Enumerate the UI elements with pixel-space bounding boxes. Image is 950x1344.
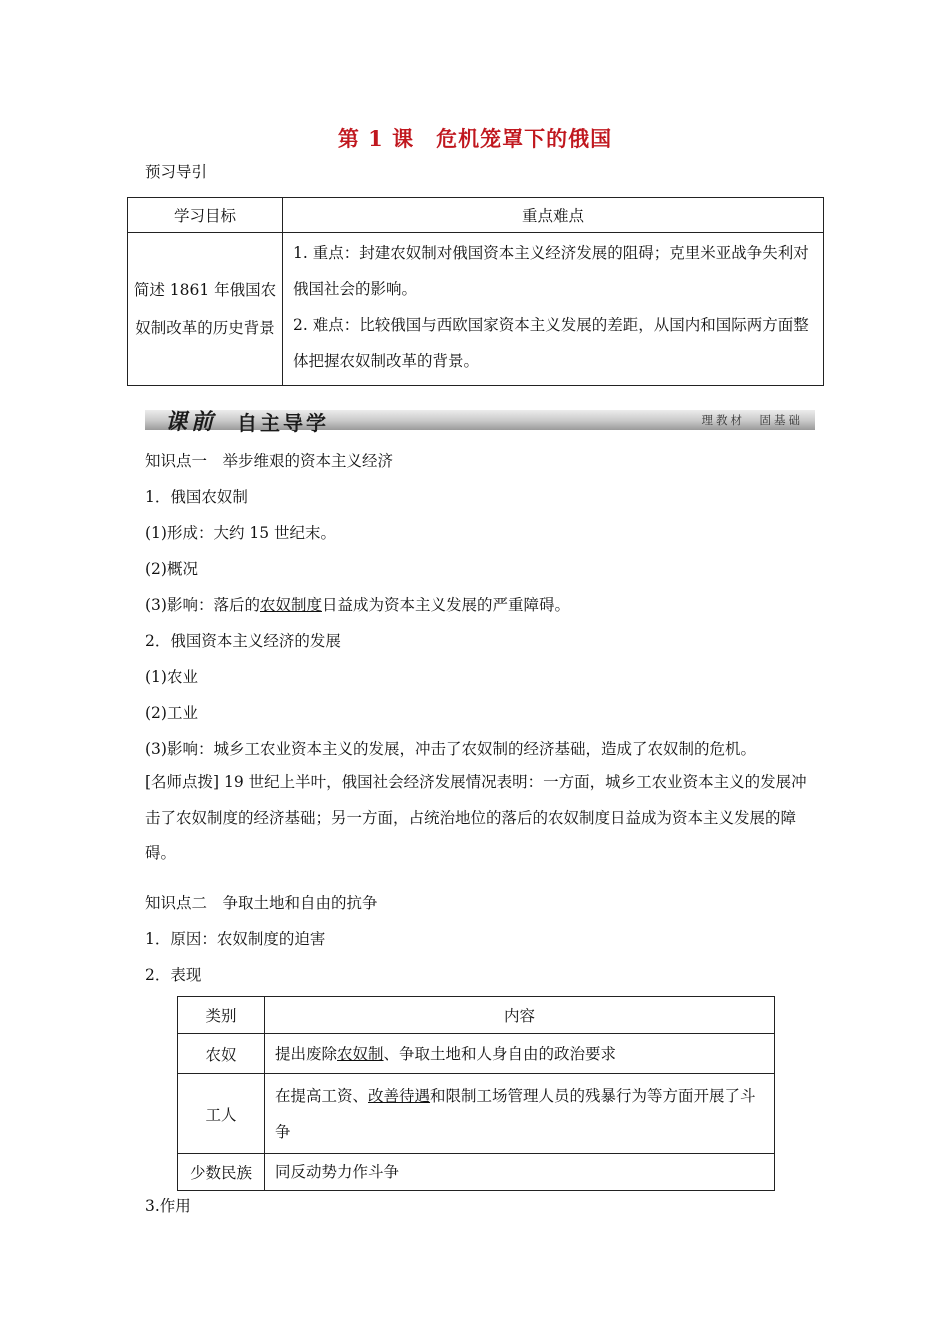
item-development-impact: (3)影响：城乡工农业资本主义的发展，冲击了农奴制的经济基础，造成了农奴制的危机。 (145, 740, 756, 758)
table-header-row (178, 997, 775, 1034)
preview-heading: 预习导引 (145, 163, 208, 181)
row2-text-a: 在提高工资、 (275, 1086, 369, 1105)
banner-tag: 理教材 固基础 (701, 413, 803, 427)
row-label: 农奴 (178, 1034, 265, 1074)
impact-blank: 农奴制度 (259, 596, 322, 614)
row-content (265, 1074, 775, 1154)
banner-calligraphy: 课前 (165, 409, 218, 435)
section-banner (145, 407, 815, 433)
banner-title: 自主导学 (237, 411, 329, 435)
category-header: 类别 (178, 997, 265, 1034)
item-capitalism: 2．俄国资本主义经济的发展 (145, 632, 341, 650)
teacher-tip: [名师点拨] 19 世纪上半叶，俄国社会经济发展情况表明：一方面，城乡工农业资本主义的发展冲击了农奴制度的经济基础；另一方面，占统治地位的落后的农奴制度日益成为资本主义发展的障碍。 (145, 773, 807, 862)
impact-text-a: (3)影响：落后的 (145, 596, 260, 614)
row-content (265, 1034, 775, 1074)
keypoints-header: 重点难点 (283, 198, 824, 233)
keypoint-2: 2. 难点：比较俄国与西欧国家资本主义发展的差距，从国内和国际两方面整体把握农奴制改革的背景。 (293, 316, 809, 370)
table-header-row (128, 198, 824, 233)
item-formation: (1)形成：大约 15 世纪末。 (145, 524, 337, 542)
goals-table (127, 197, 824, 386)
content-header: 内容 (265, 997, 775, 1034)
table-row (178, 1154, 775, 1191)
table-row (178, 1074, 775, 1154)
item-manifestation: 2．表现 (145, 966, 202, 984)
item-serfdom: 1．俄国农奴制 (145, 488, 248, 506)
row1-text-a: 提出废除 (275, 1044, 338, 1063)
row1-blank: 农奴制 (337, 1044, 384, 1063)
item-agriculture: (1)农业 (145, 668, 198, 686)
keypoint-1: 1. 重点：封建农奴制对俄国资本主义经济发展的阻碍；克里米亚战争失利对俄国社会的影响。 (293, 244, 809, 298)
row-label: 少数民族 (178, 1154, 265, 1191)
goal-cell: 简述 1861 年俄国农奴制改革的历史背景 (128, 233, 283, 386)
table-row (128, 233, 824, 386)
section2-heading: 知识点二 争取土地和自由的抗争 (145, 894, 378, 912)
goal-header: 学习目标 (128, 198, 283, 233)
item-impact (145, 595, 570, 615)
item-overview: (2)概况 (145, 560, 198, 578)
table-row (178, 1034, 775, 1074)
row-content: 同反动势力作斗争 (265, 1154, 775, 1191)
row-label: 工人 (178, 1074, 265, 1154)
lesson-title: 第 1 课 危机笼罩下的俄国 (337, 126, 613, 151)
keypoints-cell (283, 233, 824, 386)
impact-text-b: 日益成为资本主义发展的严重障碍。 (321, 596, 570, 614)
item-industry: (2)工业 (145, 704, 198, 722)
item-cause: 1．原因：农奴制度的迫害 (145, 930, 326, 948)
row1-text-b: 、争取土地和人身自由的政治要求 (383, 1044, 617, 1063)
item-effect: 3.作用 (145, 1197, 191, 1215)
row2-blank: 改善待遇 (368, 1086, 431, 1105)
struggle-table (177, 996, 775, 1191)
row2-text-b: 和限制工场管理人员的残暴行为等方面开展了斗争 (275, 1086, 756, 1141)
section1-heading: 知识点一 举步维艰的资本主义经济 (145, 452, 394, 470)
